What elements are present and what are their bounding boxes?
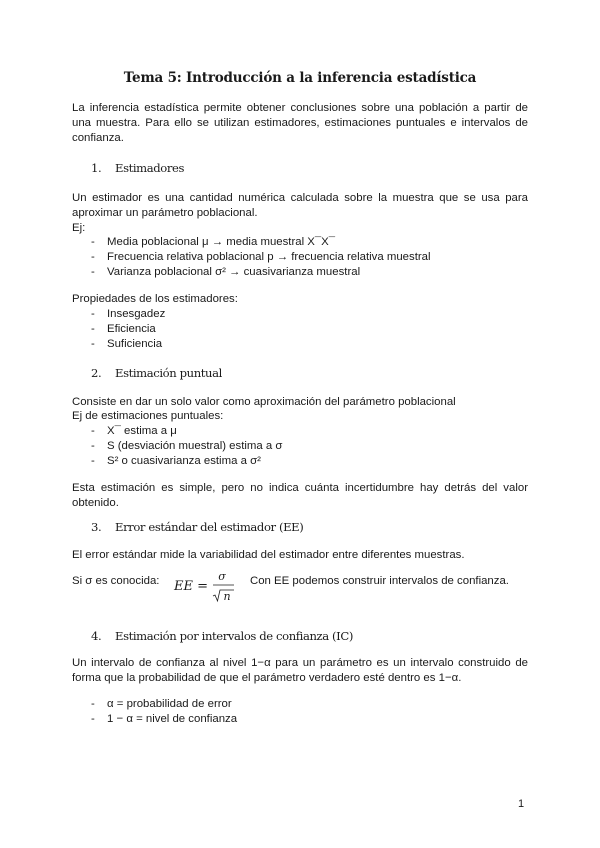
section-3-heading [91,520,303,534]
section-2-examples [72,424,528,469]
section-2-text: Consiste en dar un solo valor como aproximación del parámetro poblacional [72,396,456,408]
section-1-examples [72,235,528,280]
properties-title: Propiedades de los estimadores: [72,293,238,305]
formula-followup: Con EE podemos construir intervalos de confianza. [250,575,509,587]
section-1-heading [91,161,184,175]
formula-label: Si σ es conocida: [72,575,160,587]
standard-error-formula-row [72,570,528,606]
list-item: - Eficiencia [72,322,528,337]
standard-error-formula [172,570,242,606]
section-1-text: Un estimador es una cantidad numérica calculada sobre la muestra que se usa para aproximar un parámetro poblacional. [72,192,528,219]
section-1-ej: Ej: [72,222,86,234]
list-item: - S² o cuasivarianza estima a σ² [72,454,528,469]
section-4-title: Estimación por intervalos de confianza (IC) [115,629,353,643]
section-2-note: Esta estimación es simple, pero no indica cuánta incertidumbre hay detrás del valor obtenido. [72,482,528,509]
section-2-number: 2. [91,366,102,380]
formula-denominator: n [223,590,231,603]
list-item: - X¯ estima a μ [72,424,528,439]
list-item: - S (desviación muestral) estima a σ [72,439,528,454]
page-number: 1 [518,798,525,810]
section-1-number: 1. [91,161,102,175]
page-title: Tema 5: Introducción a la inferencia estadística [123,70,477,86]
list-item: - Suficiencia [72,337,528,352]
list-item: - α = probabilidad de error [72,697,528,712]
formula-lhs: EE = [174,579,209,594]
section-4-text: Un intervalo de confianza al nivel 1−α para un parámetro es un intervalo construido de forma que la probabilidad de que el parámetro verdadero esté dentro es 1−α. [72,657,528,684]
intro-paragraph: La inferencia estadística permite obtener conclusiones sobre una población a partir de una muestra. Para ello se utilizan estimadores, estimaciones puntuales e intervalos de confianza. [72,102,528,144]
list-item: - Frecuencia relativa poblacional p → frecuencia relativa muestral [72,250,528,265]
section-2-ej: Ej de estimaciones puntuales: [72,410,224,422]
properties-list [72,307,528,352]
formula-numerator: σ [218,570,226,583]
section-4-list [72,697,528,727]
section-2-title: Estimación puntual [115,366,222,380]
section-3-title: Error estándar del estimador (EE) [115,520,304,534]
list-item: - Media poblacional μ → media muestral X¯X¯ [72,235,528,250]
section-4-heading [91,629,353,643]
section-3-text: El error estándar mide la variabilidad del estimador entre diferentes muestras. [72,549,465,561]
list-item: - Insesgadez [72,307,528,322]
section-3-number: 3. [91,520,102,534]
list-item: - Varianza poblacional σ² → cuasivarianza muestral [72,265,528,280]
section-2-heading [91,366,222,380]
section-1-title: Estimadores [115,161,185,175]
list-item: - 1 − α = nivel de confianza [72,712,528,727]
section-4-number: 4. [91,629,102,643]
